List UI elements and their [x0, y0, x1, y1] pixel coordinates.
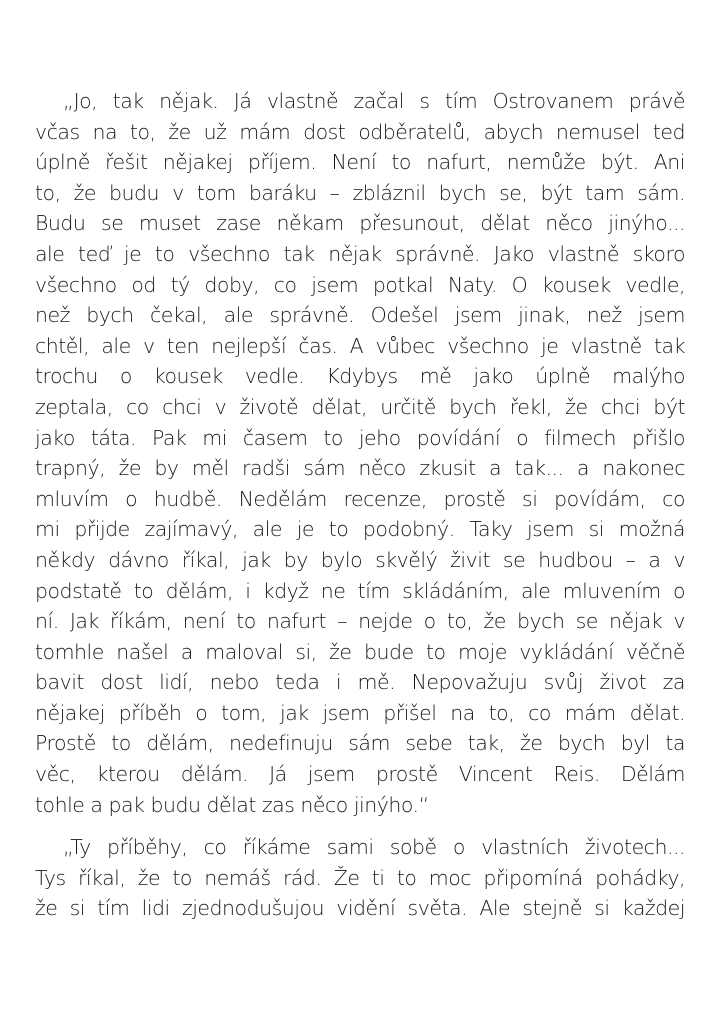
paragraph-1 — [35, 86, 685, 820]
text-line: Budu se muset zase někam přesunout, dělat něco jinýho... — [35, 211, 685, 236]
text-line: „Ty příběhy, co říkáme sami sobě o vlastních životech... — [63, 835, 685, 860]
text-line: jako táta. Pak mi časem to jeho povídání o filmech přišlo — [35, 425, 685, 450]
text-line: všechno od tý doby, co jsem potkal Naty. O kousek vedle, — [35, 272, 685, 297]
text-line: ní. Jak říkám, není to nafurt – nejde o to, že bych se nějak v — [35, 609, 685, 634]
text-line: někdy dávno říkal, jak by bylo skvělý živit se hudbou – a v — [35, 547, 685, 572]
text-line: Tys říkal, že to nemáš rád. Že ti to moc připomíná pohádky, — [35, 865, 685, 890]
text-line: včas na to, že už mám dost odběratelů, abych nemusel teď — [35, 119, 685, 144]
text-line: zeptala, co chci v životě dělat, určitě bych řekl, že chci být — [35, 394, 685, 419]
text-line: úplně řešit nějakej příjem. Není to nafurt, nemůže být. Ani — [35, 150, 685, 175]
text-line: mluvím o hudbě. Nedělám recenze, prostě si povídám, co — [35, 486, 685, 511]
text-line: věc, kterou dělám. Já jsem prostě Vincent Reis. Dělám — [35, 762, 685, 787]
text-line: ale teď je to všechno tak nějak správně. Jako vlastně skoro — [35, 241, 685, 266]
text-line: podstatě to dělám, i když ne tím skládáním, ale mluvením o — [35, 578, 685, 603]
text-line: než bych čekal, ale správně. Odešel jsem jinak, než jsem — [35, 303, 685, 328]
text-line: „Jo, tak nějak. Já vlastně začal s tím Ostrovanem právě — [63, 89, 685, 113]
text-line: to, že budu v tom baráku – zbláznil bych se, být tam sám. — [35, 180, 685, 205]
text-line: trapný, že by měl radši sám něco zkusit a tak... a nakonec — [35, 456, 685, 481]
text-line: chtěl, ale v ten nejlepší čas. A vůbec všechno je vlastně tak — [35, 333, 685, 358]
paragraph-2 — [35, 832, 685, 924]
document-page — [35, 86, 685, 924]
text-line: tohle a pak budu dělat zas něco jinýho.“ — [35, 792, 429, 817]
text-line: nějakej příběh o tom, jak jsem přišel na to, co mám dělat. — [35, 700, 685, 725]
text-line: Prostě to dělám, nedefinuju sám sebe tak, že bych byl ta — [35, 731, 685, 756]
text-line: bavit dost lidí, nebo teda i mě. Nepovažuju svůj život za — [35, 670, 685, 695]
text-line: trochu o kousek vedle. Kdybys mě jako úplně malýho — [35, 364, 685, 389]
text-line: že si tím lidi zjednodušujou vidění světa. Ale stejně si každej — [35, 896, 685, 921]
text-line: mi přijde zajímavý, ale je to podobný. Taky jsem si možná — [35, 517, 685, 542]
text-line: tomhle našel a maloval si, že bude to moje vykládání věčně — [35, 639, 685, 664]
